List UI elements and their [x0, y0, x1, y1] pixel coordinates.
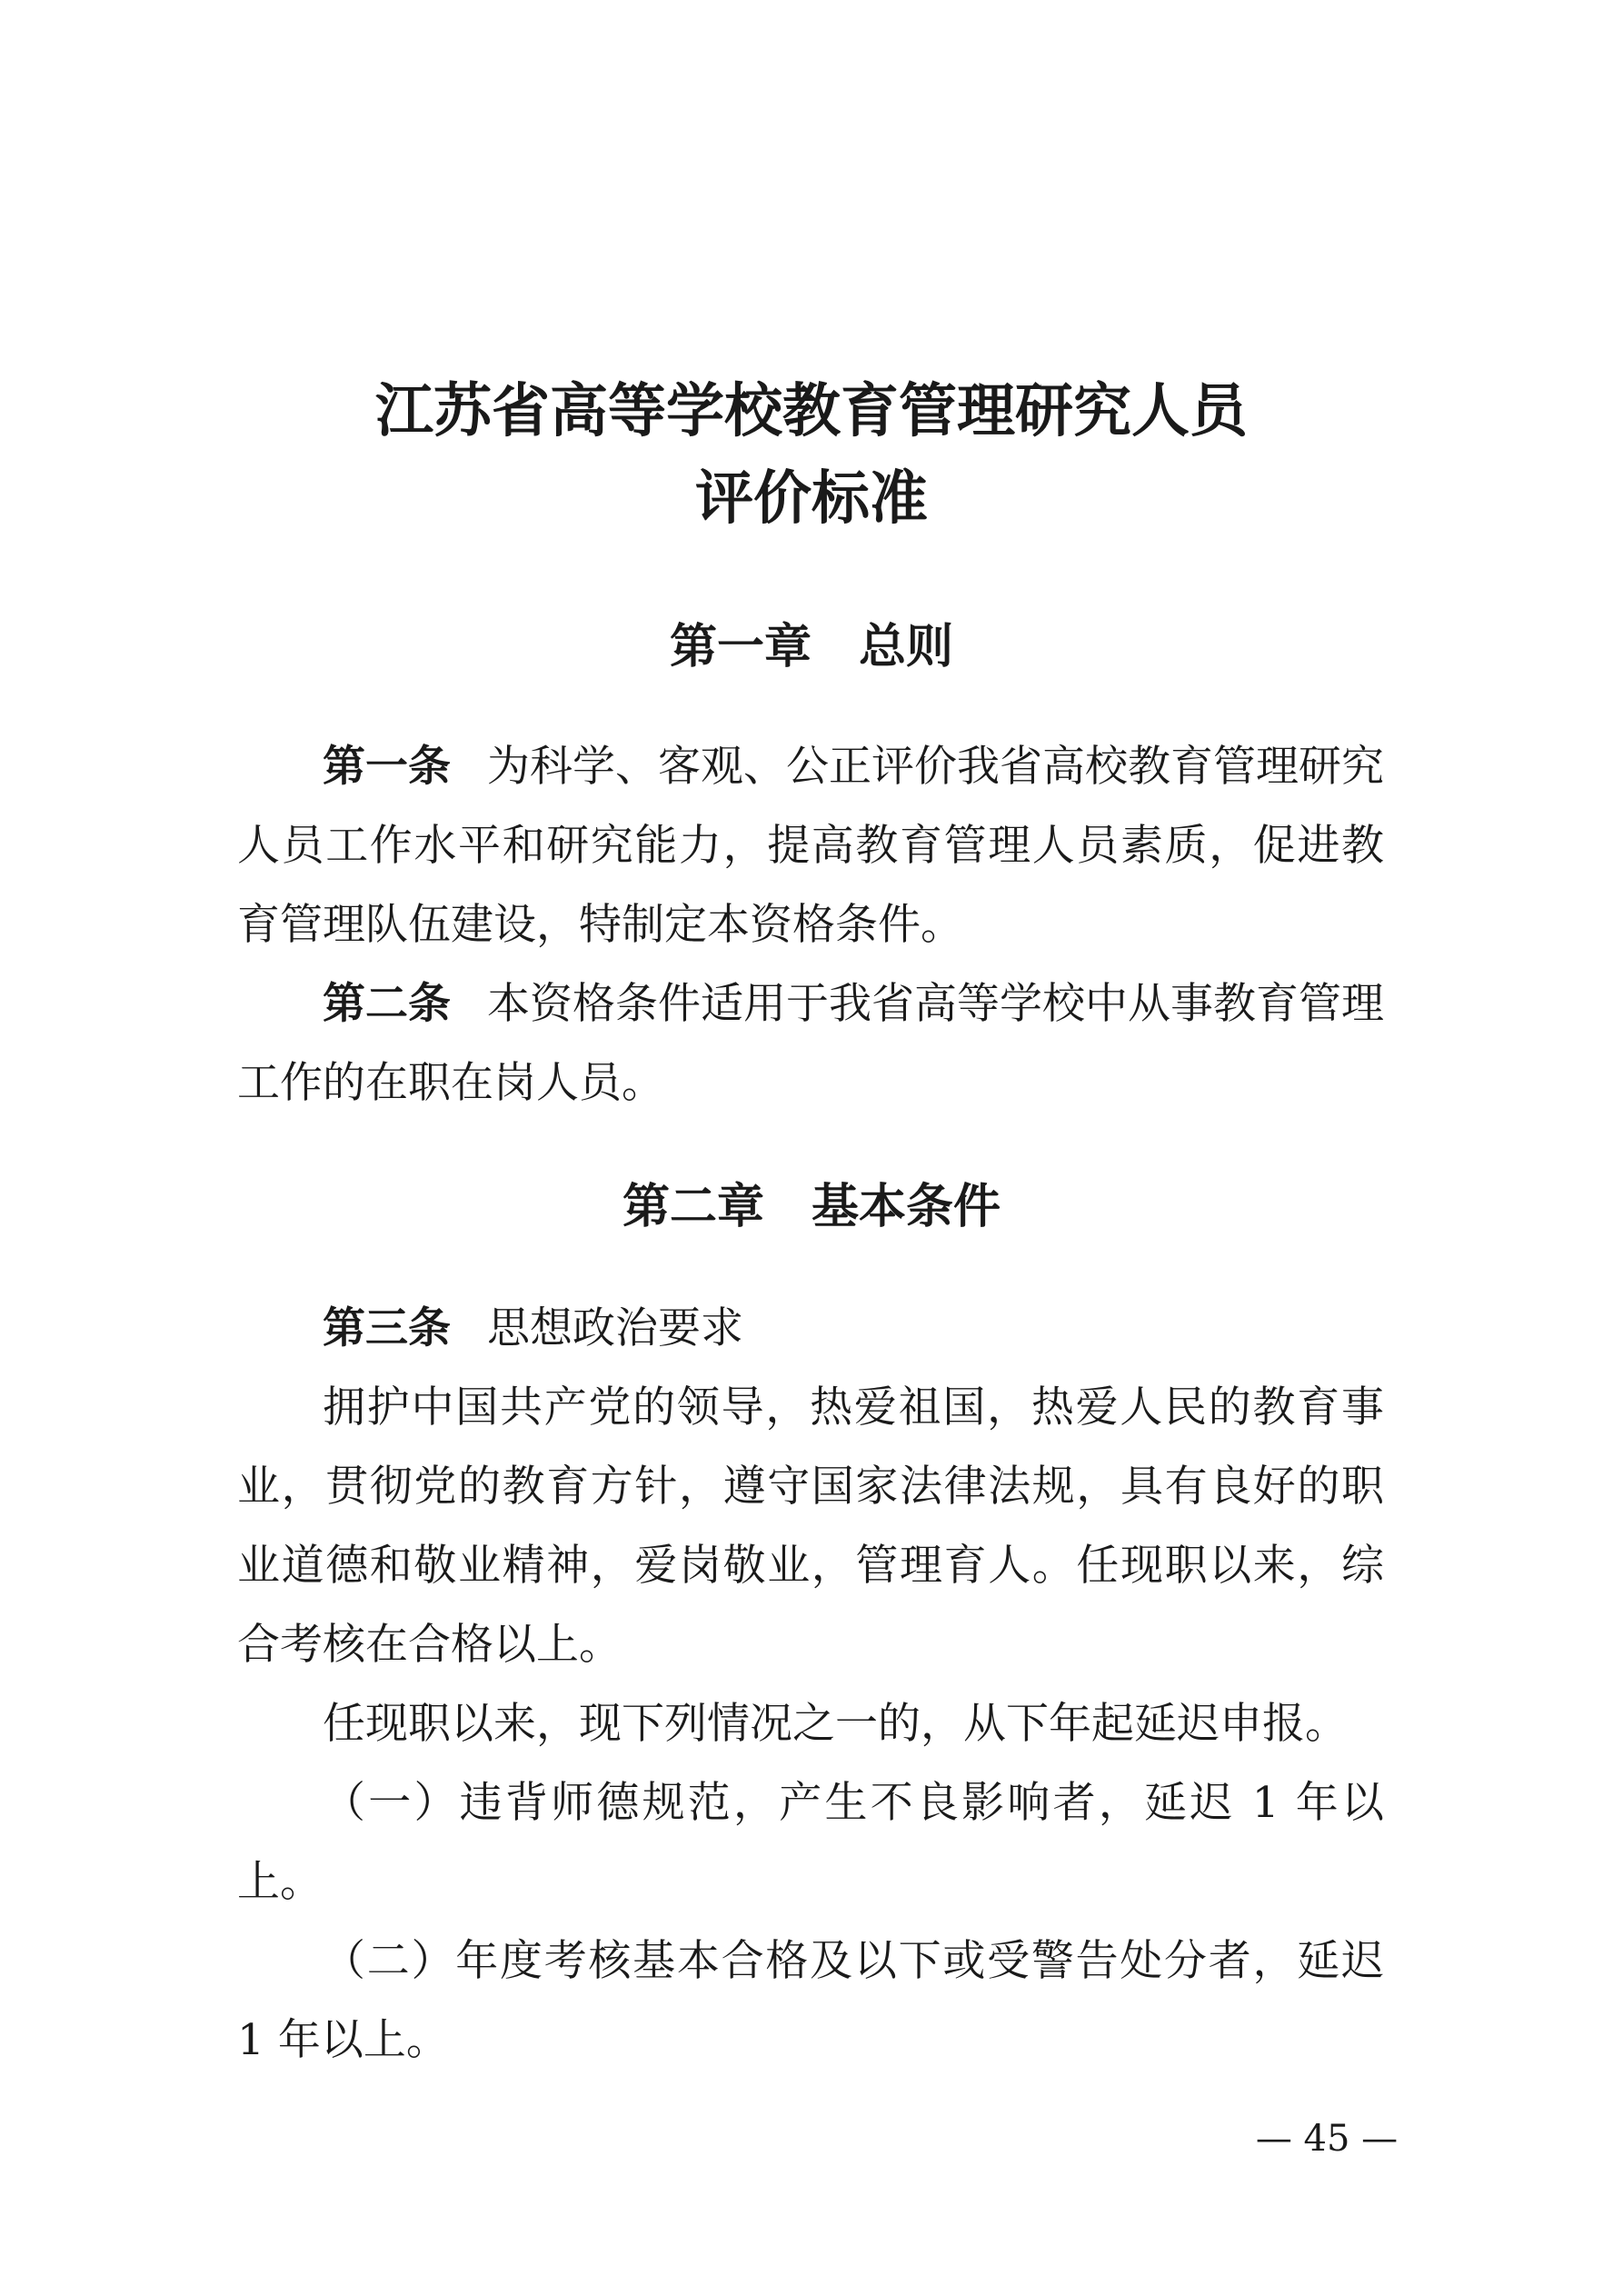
article-2-text: 本资格条件适用于我省高等学校中从事教育管理工作的在职在岗人员。	[237, 979, 1384, 1108]
chapter-2-number: 第二章	[622, 1180, 764, 1234]
article-3-lead: 第三条	[323, 1303, 451, 1353]
article-3-text: 思想政治要求	[487, 1303, 743, 1353]
title-line-1: 江苏省高等学校教育管理研究人员	[375, 378, 1248, 445]
chapter-2-name: 基本条件	[812, 1180, 1001, 1234]
list-item-2: （二）年度考核基本合格及以下或受警告处分者，延迟 1 年以上。	[237, 1936, 1384, 2065]
paragraph-delay-conditions: 任现职以来，现下列情况之一的，从下年起延迟申报。	[323, 1699, 1348, 1749]
paragraph-political-requirements: 拥护中国共产党的领导，热爱祖国，热爱人民的教育事业，贯彻党的教育方针，遵守国家法律法规，具有良好的职业道德和敬业精神，爱岗敬业，管理育人。任现职以来，综合考核在合格以上。	[237, 1383, 1384, 1670]
chapter-1-number: 第一章	[669, 620, 812, 674]
article-3	[237, 1289, 1384, 1368]
title-line-2: 评价标准	[695, 465, 928, 533]
chapter-heading-2	[0, 1180, 1623, 1234]
chapter-1-name: 总则	[859, 620, 954, 674]
page-number: — 45 —	[1255, 2118, 1399, 2160]
article-1	[237, 727, 1384, 964]
article-2-lead: 第二条	[323, 979, 451, 1029]
chapter-1-body	[237, 727, 1384, 1123]
chapter-heading-1	[0, 620, 1623, 674]
chapter-2-body	[237, 1289, 1384, 2080]
article-2	[237, 964, 1384, 1123]
list-item-1: （一）违背师德规范，产生不良影响者，延迟 1 年以上。	[237, 1778, 1384, 1907]
article-1-lead: 第一条	[323, 742, 451, 792]
article-1-text: 为科学、客观、公正评价我省高校教育管理研究人员工作水平和研究能力，提高教育管理人员素质，促进教育管理队伍建设，特制定本资格条件。	[237, 742, 1384, 950]
document-title	[0, 368, 1623, 543]
